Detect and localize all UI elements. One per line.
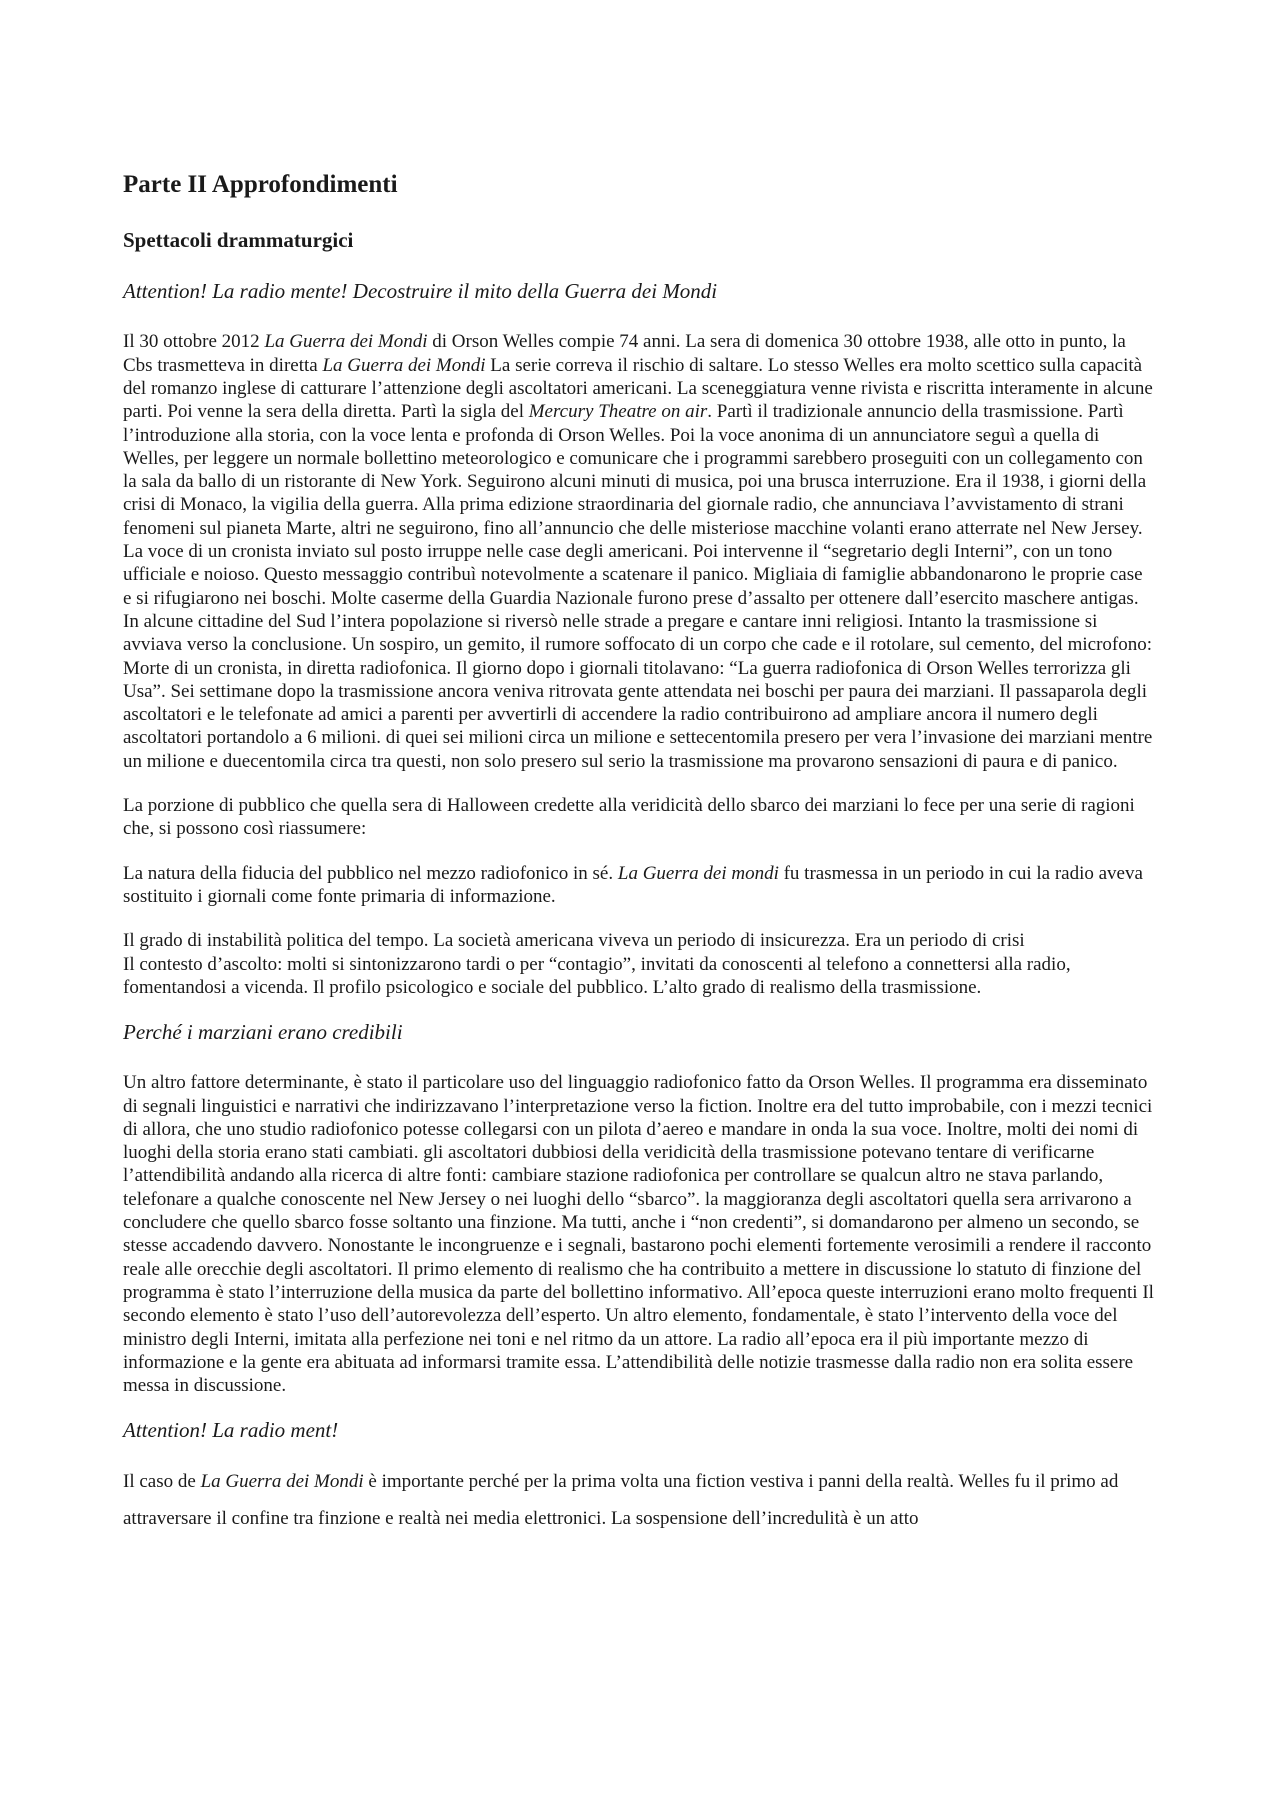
paragraph-4: Il contesto d’ascolto: molti si sintonizzarono tardi o per “contagio”, invitati da conoscenti al telefono a connettersi alla radio, fomentandosi a vicenda. Il profilo psicologico e sociale del pubblico. L’alto grado di realismo della trasmissione.: [123, 953, 1071, 998]
page-subtitle: Spettacoli drammaturgici: [123, 228, 354, 252]
paragraph-1: Il 30 ottobre 2012 La Guerra dei Mondi di Orson Welles compie 74 anni. La sera di domenica 30 ottobre 1938, alle otto in punto, la Cbs trasmetteva in diretta La Guerra dei Mondi La serie correva il rischio di saltare. Lo stesso Welles era molto scettico sulla capacità del romanzo inglese di catturare l’attenzione degli ascoltatori americani. La sceneggiatura venne rivista e riscritta interamente in alcune parti. Poi venne la sera della diretta. Partì la sigla del Mercury Theatre on air. Partì il tradizionale annuncio della trasmissione. Partì l’introduzione alla storia, con la voce lenta e profonda di Orson Welles. Poi la voce anonima di un annunciatore seguì a quella di Welles, per leggere un normale bollettino meteorologico e comunicare che i programmi sarebbero proseguiti con un collegamento con la sala da ballo di un ristorante di New York. Seguirono alcuni minuti di musica, poi una brusca interruzione. Era il 1938, i giorni della crisi di Monaco, la vigilia della guerra. Alla prima edizione straordinaria del giornale radio, che annunciava l’avvistamento di strani fenomeni sul pianeta Marte, altri ne seguirono, fino all’annuncio che delle misteriose macchine volanti erano atterrate nel New Jersey. La voce di un cronista inviato sul posto irruppe nelle case degli americani. Poi intervenne il “segretario degli Interni”, con un tono ufficiale e noioso. Questo messaggio contribuì notevolmente a scatenare il panico. Migliaia di famiglie abbandonarono le proprie case e si rifugiarono nei boschi. Molte caserme della Guardia Nazionale furono prese d’assalto per ottenere dall’esercito maschere antigas. In alcune cittadine del Sud l’intera popolazione si riversò nelle strade a pregare e cantare inni religiosi. Intanto la trasmissione si avviava verso la conclusione. Un sospiro, un gemito, il rumore soffocato di un corpo che cade e il rotolare, sul cemento, del microfono: Morte di un cronista, in diretta radiofonica. Il giorno dopo i giornali titolavano: “La guerra radiofonica di Orson Welles terrorizza gli Usa”. Sei settimane dopo la trasmissione ancora veniva ritrovata gente attendata nei boschi per paura dei marziani. Il passaparola degli ascoltatori e le telefonate ad amici a parenti per avvertirli di accendere la radio contribuirono ad ampliare ancora il numero degli ascoltatori portandolo a 6 milioni. di quei sei milioni circa un milione e settecentomila presero per vera l’invasione dei marziani mentre un milione e duecentomila circa tra questi, non solo presero sul serio la trasmissione ma provarono sensazioni di paura e di panico.: [123, 331, 1153, 772]
paragraph-6: Il caso de La Guerra dei Mondi è importante perché per la prima volta una fiction vestiva i panni della realtà. Welles fu il primo ad attraversare il confine tra finzione e realtà nei media elettronici. La sospensione dell’incredulità è un atto: [123, 1470, 1119, 1529]
section-title-2: Perché i marziani erano credibili: [123, 1020, 403, 1045]
paragraph-3: La natura della fiducia del pubblico nel mezzo radiofonico in sé. La Guerra dei mondi fu trasmessa in un periodo in cui la radio aveva sostituito i giornali come fonte primaria di informazione.: [123, 862, 1143, 907]
paragraph-5: Un altro fattore determinante, è stato il particolare uso del linguaggio radiofonico fatto da Orson Welles. Il programma era disseminato di segnali linguistici e narrativi che indirizzavano l’interpretazione verso la fiction. Inoltre era del tutto improbabile, con i mezzi tecnici di allora, che uno studio radiofonico potesse collegarsi con un pilota d’aereo e mandare in onda la sua voce. Inoltre, molti dei nomi di luoghi della storia erano stati cambiati. gli ascoltatori dubbiosi della veridicità della trasmissione potevano tentare di verificarne l’attendibilità andando alla ricerca di altre fonti: cambiare stazione radiofonica per controllare se qualcun altro ne stava parlando, telefonare a qualche conoscente nel New Jersey o nei luoghi dello “sbarco”. la maggioranza degli ascoltatori quella sera arrivarono a concludere che quello sbarco fosse soltanto una finzione. Ma tutti, anche i “non credenti”, si domandarono per almeno un secondo, se stesse accadendo davvero. Nonostante le incongruenze e i segnali, bastarono pochi elementi fortemente verosimili a rendere il racconto reale alle orecchie degli ascoltatori. Il primo elemento di realismo che ha contribuito a mettere in discussione lo statuto di finzione del programma è stato l’interruzione della musica da parte del bollettino informativo. All’epoca queste interruzioni erano molto frequenti Il secondo elemento è stato l’uso dell’autorevolezza dell’esperto. Un altro elemento, fondamentale, è stato l’intervento della voce del ministro degli Interni, imitata alla perfezione nei toni e nel ritmo da un attore. La radio all’epoca era il più importante mezzo di informazione e la gente era abituata ad informarsi tramite essa. L’attendibilità delle notizie trasmesse dalla radio non era solita essere messa in discussione.: [123, 1072, 1154, 1397]
paragraph-2: La porzione di pubblico che quella sera di Halloween credette alla veridicità dello sbarco dei marziani lo fece per una serie di ragioni che, si possono così riassumere:: [123, 795, 1135, 840]
paragraph-4-line-1: Il grado di instabilità politica del tempo. La società americana viveva un periodo di insicurezza. Era un periodo di crisi: [123, 930, 1025, 952]
section-title-1: Attention! La radio mente! Decostruire il mito della Guerra dei Mondi: [123, 279, 718, 304]
page-title: Parte II Approfondimenti: [123, 171, 398, 198]
section-title-3: Attention! La radio ment!: [123, 1418, 339, 1443]
